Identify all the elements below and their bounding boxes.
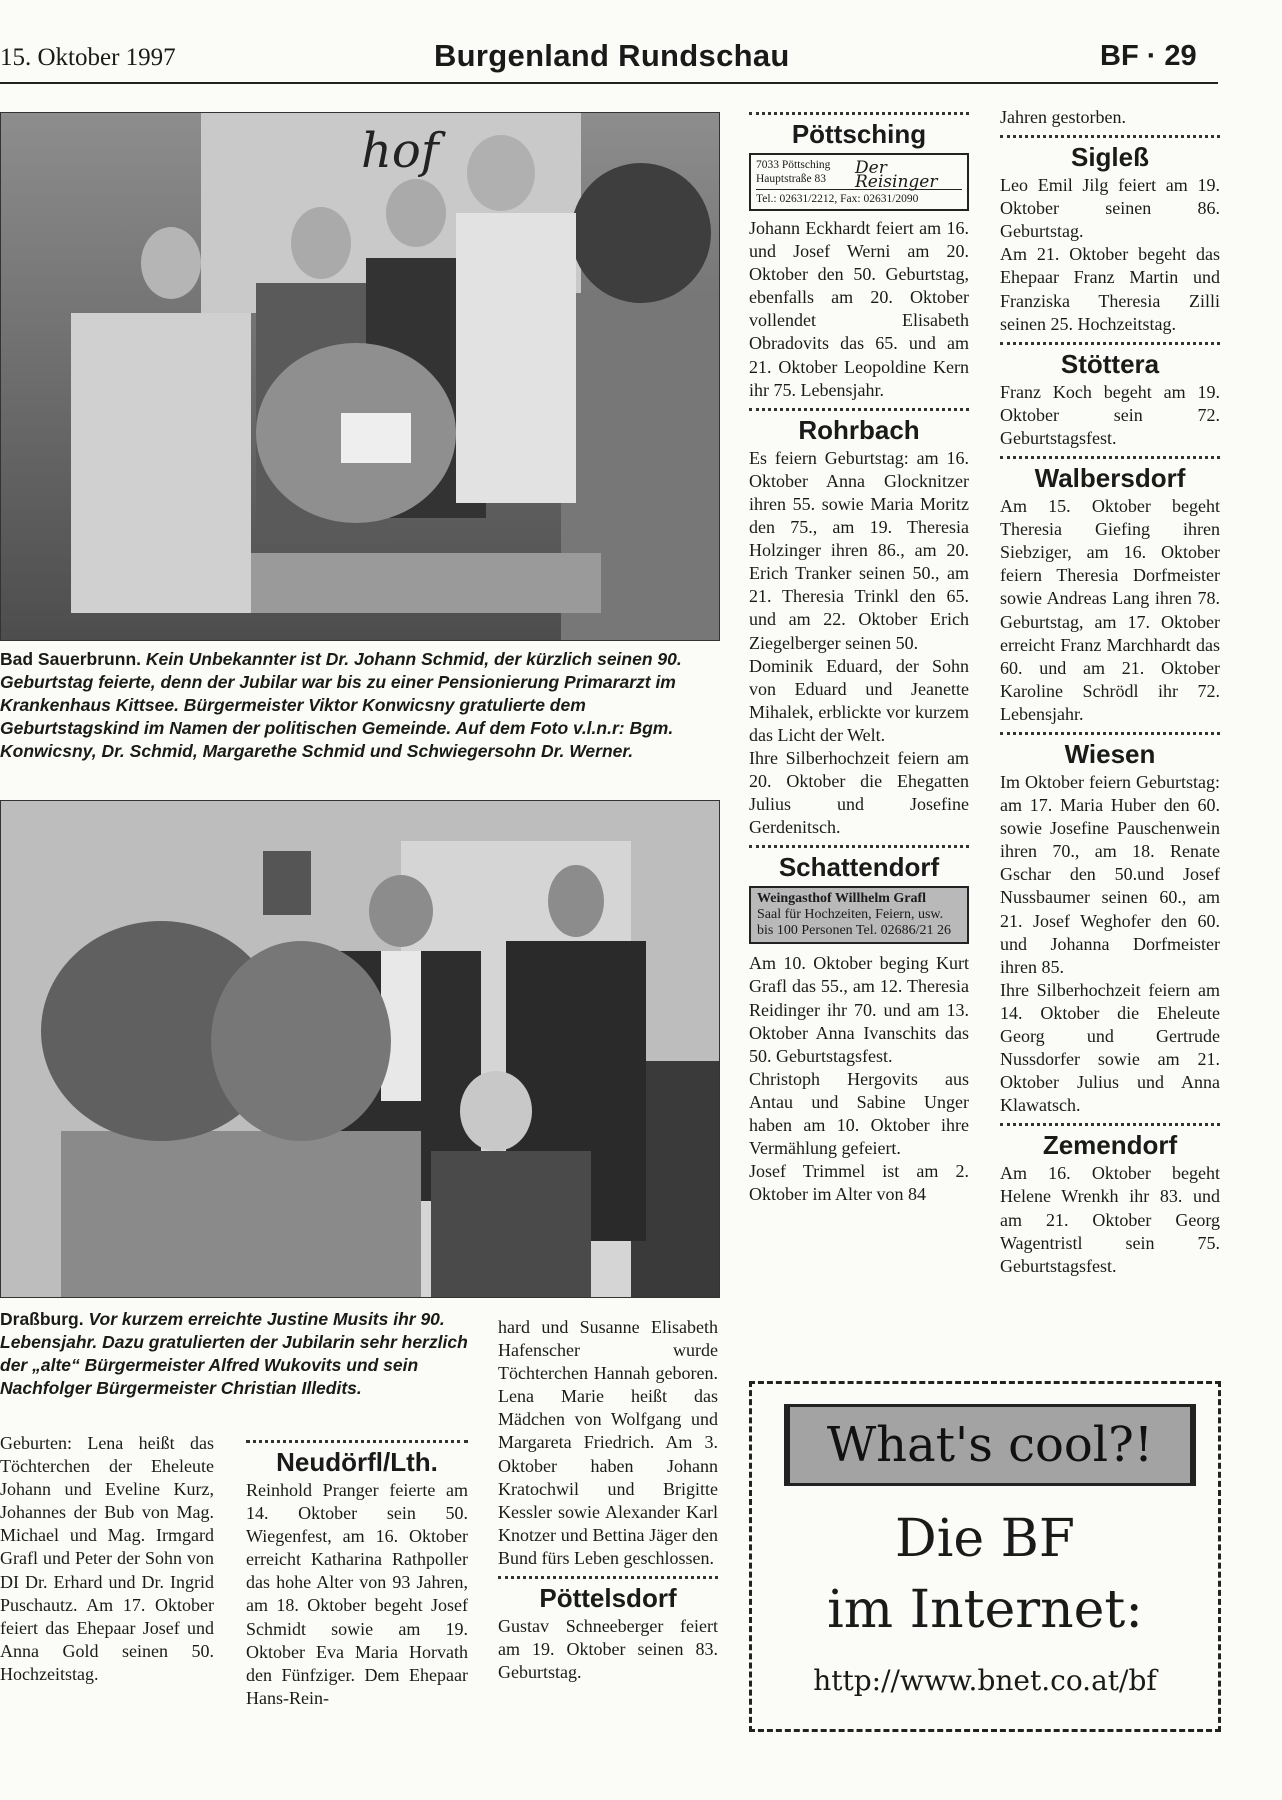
- ad-grafl-line2: Saal für Hochzeiten, Feiern, usw.: [757, 907, 944, 923]
- promo-banner: [784, 1404, 1196, 1486]
- divider: [1000, 732, 1220, 735]
- heading-poettelsdorf: Pöttelsdorf: [539, 1583, 677, 1614]
- column-poettsching: [749, 112, 969, 1206]
- ad-grafl-name: Weingasthof Willhelm Grafl: [757, 891, 927, 907]
- heading-stoettera: Stöttera: [1060, 348, 1160, 379]
- poettelsdorf-text: Gustav Schneeberger feiert am 19. Oktober seinen 83. Geburtstag.: [498, 1616, 718, 1683]
- divider: [1000, 1123, 1220, 1126]
- heading-rohrbach: Rohrbach: [798, 414, 920, 445]
- ad-grafl-line3: bis 100 Personen Tel. 02686/21 26: [757, 923, 951, 939]
- zemendorf-text: Am 16. Oktober begeht Helene Wrenkh ihr 83. und am 21. Oktober Georg Wagentristl sein 75. Geburtstagsfest.: [1000, 1163, 1220, 1276]
- heading-neudoerfl: Neudörfl/Lth.: [276, 1447, 438, 1477]
- photo-drassburg-image: [1, 801, 719, 1297]
- page-number: BF · 29: [1100, 40, 1197, 72]
- column-geburten: [0, 1432, 214, 1686]
- rohrbach-text-2: Dominik Eduard, der Sohn von Eduard und Jeanette Mihalek, erblickte vor kurzem das Licht der Welt.: [749, 655, 969, 745]
- promo-line-2: im Internet:: [827, 1580, 1143, 1640]
- hafenscher-text: hard und Susanne Elisabeth Hafenscher wurde Töchterchen Hannah geboren. Lena Marie heißt das Mädchen von Wolfgang und Margareta Friedrich. Am 3. Oktober haben Johann Kratochwil und Brigitte Kessler sowie Alexander Karl Knotzer und Bettina Jäger den Bund fürs Leben geschlossen.: [498, 1317, 718, 1568]
- caption-bad-sauerbrunn: [0, 648, 718, 763]
- column-neudoerfl: [246, 1434, 468, 1710]
- photo-bad-sauerbrunn: [0, 112, 720, 641]
- promo-internet-box: [749, 1381, 1221, 1732]
- walbersdorf-text: Am 15. Oktober begeht Theresia Giefing ihren Siebziger, am 16. Oktober feiern Theresia Dorfmeister sowie Andreas Lang ihren 78. Geburtstag, am 17. Oktober erreicht Franz Marchhardt das 60. und am 21. Oktober Karoline Schrödl ihr 72. Lebensjahr.: [1000, 496, 1220, 724]
- schattendorf-text-1: Am 10. Oktober beging Kurt Grafl das 55., am 12. Theresia Reidinger ihr 70. und am 13. Oktober Anna Ivanschits das 50. Geburtstagsfest.: [749, 953, 969, 1066]
- gestorben-text: Jahren gestorben.: [1000, 107, 1126, 127]
- divider: [1000, 135, 1220, 138]
- ad-reisinger-address1: 7033 Pöttsching: [756, 159, 831, 171]
- column-sigless: [1000, 106, 1220, 1278]
- divider: [1000, 456, 1220, 459]
- ad-reisinger-brand: Der Reisinger: [855, 158, 938, 192]
- divider: [749, 112, 969, 115]
- rohrbach-text-1: Es feiern Geburtstag: am 16. Oktober Anna Glocknitzer ihren 55. sowie Maria Moritz den 75., am 19. Theresia Holzinger ihren 86., am 20. Erich Tranker seinen 50., am 21. Theresia Trinkl den 65. und am 22. Oktober Erich Ziegelberger seinen 50.: [749, 447, 969, 653]
- caption-bad-sauerbrunn-text: Kein Unbekannter ist Dr. Johann Schmid, der kürzlich seinen 90. Geburtstag feierte, denn der Jubilar war bis zu einer Pensionierung Primararzt im Krankenhaus Kittsee. Bürgermeister Viktor Konwicsny gratulierte dem Geburtstagskind im Namen der politischen Gemeinde. Auf dem Foto v.l.n.r: Bgm. Konwicsny, Dr. Schmid, Margarethe Schmid und Schwiegersohn Dr. Werner.: [0, 649, 682, 761]
- wiesen-text-2: Ihre Silberhochzeit feiern am 14. Oktober die Eheleute Georg und Gertrude Nussdorfer sowie am 21. Oktober Julius und Anna Klawatsch.: [1000, 979, 1220, 1116]
- promo-url-link[interactable]: http://www.bnet.co.at/bf: [813, 1664, 1157, 1697]
- caption-drassburg-lead: Draßburg.: [0, 1309, 84, 1329]
- heading-walbersdorf: Walbersdorf: [1034, 463, 1186, 494]
- column-poettelsdorf: [498, 1316, 718, 1684]
- heading-schattendorf: Schattendorf: [778, 852, 940, 883]
- photo-drassburg: [0, 800, 720, 1298]
- caption-drassburg: [0, 1308, 470, 1400]
- issue-date: 15. Oktober 1997: [0, 44, 176, 71]
- divider: [749, 845, 969, 848]
- schattendorf-text-2: Christoph Hergovits aus Antau und Sabine Unger haben am 10. Oktober ihre Vermählung gefeiert.: [749, 1068, 969, 1159]
- divider: [749, 408, 969, 411]
- geburten-text: Geburten: Lena heißt das Töchterchen der Eheleute Johann und Eveline Kurz, Johannes der Bub von Mag. Michael und Mag. Irmgard Grafl und Peter der Sohn von DI Dr. Erhard und Dr. Ingrid Puschautz. Am 17. Oktober feiert das Ehepaar Josef und Anna Gold seinen 50. Hochzeitstag.: [0, 1433, 214, 1684]
- stoettera-text: Franz Koch begeht am 19. Oktober sein 72. Geburtstagsfest.: [1000, 381, 1220, 448]
- ad-weingasthof-grafl: [749, 886, 969, 944]
- ad-reisinger-tel: Tel.: 02631/2212, Fax: 02631/2090: [756, 189, 962, 206]
- poettsching-text: Johann Eckhardt feiert am 16. und Josef Werni am 20. Oktober den 50. Geburtstag, ebenfalls am 20. Oktober vollendet Elisabeth Obradovits das 65. und am 21. Oktober Leopoldine Kern ihr 75. Lebensjahr.: [749, 218, 969, 400]
- neudoerfl-text: Reinhold Pranger feierte am 14. Oktober sein 50. Wiegenfest, am 16. Oktober erreicht Katharina Rathpoller das hohe Alter von 93 Jahren, am 18. Oktober begeht Josef Schmidt sowie am 19. Oktober Eva Maria Horvath den Fünfziger. Dem Ehepaar Hans-Rein-: [246, 1480, 468, 1708]
- heading-sigless: Sigleß: [1070, 142, 1149, 173]
- photo1-sign-text: hof: [361, 123, 439, 179]
- wiesen-text-1: Im Oktober feiern Geburtstag: am 17. Maria Huber den 60. sowie Josefine Pauschenwein ihren 70., am 18. Renate Gschar den 50.und Josef Nussbaumer seinen 60., am 21. Josef Weghofer den 60. und Johanna Dorfmeister ihren 85.: [1000, 771, 1220, 977]
- heading-zemendorf: Zemendorf: [1042, 1130, 1178, 1161]
- heading-wiesen: Wiesen: [1064, 738, 1156, 769]
- divider: [246, 1440, 468, 1443]
- header-rule: [0, 82, 1218, 84]
- sigless-text-2: Am 21. Oktober begeht das Ehepaar Franz Martin und Franziska Theresia Zilli seinen 25. Hochzeitstag.: [1000, 244, 1220, 334]
- rohrbach-text-3: Ihre Silberhochzeit feiern am 20. Oktober die Ehegatten Julius und Josefine Gerdenitsch.: [749, 747, 969, 838]
- divider: [1000, 342, 1220, 345]
- divider: [498, 1576, 718, 1579]
- ad-reisinger-address2: Hauptstraße 83: [756, 173, 826, 185]
- newspaper-title: Burgenland Rundschau: [434, 38, 790, 73]
- schattendorf-text-3: Josef Trimmel ist am 2. Oktober im Alter von 84: [749, 1161, 969, 1205]
- promo-banner-text: What's cool?!: [826, 1417, 1154, 1473]
- ad-reisinger: [749, 153, 969, 211]
- caption-drassburg-text: Vor kurzem erreichte Justine Musits ihr 90. Lebensjahr. Dazu gratulierten der Jubilarin sehr herzlich der „alte“ Bürgermeister Alfred Wukovits und sein Nachfolger Bürgermeister Christian Illedits.: [0, 1309, 468, 1398]
- sigless-text-1: Leo Emil Jilg feiert am 19. Oktober seinen 86. Geburtstag.: [1000, 175, 1220, 242]
- heading-poettsching: Pöttsching: [791, 119, 927, 149]
- promo-line-1: Die BF: [895, 1509, 1075, 1569]
- caption-bad-sauerbrunn-lead: Bad Sauerbrunn.: [0, 649, 141, 669]
- photo-bad-sauerbrunn-image: [1, 113, 719, 640]
